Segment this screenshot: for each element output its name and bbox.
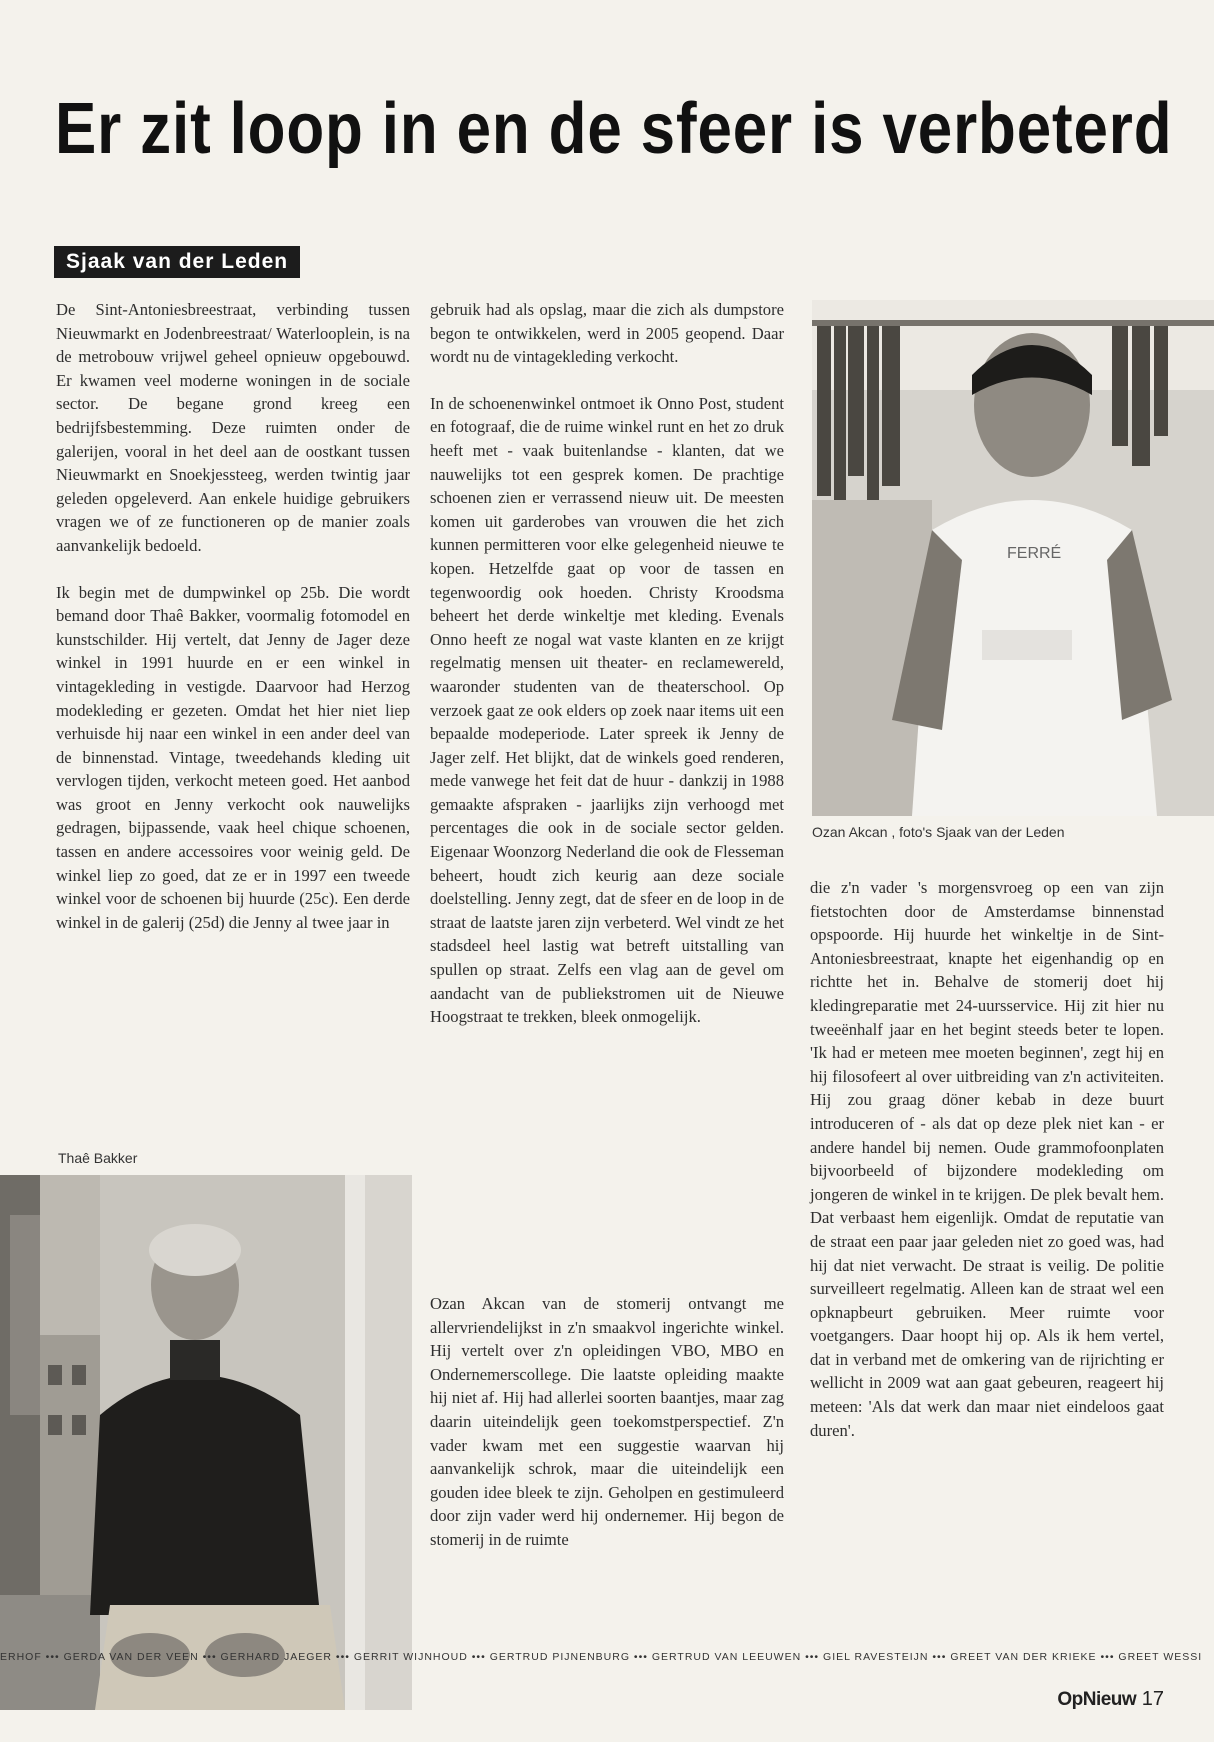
shirt-print-text: FERRÉ — [1007, 545, 1062, 562]
contributor-name-bar: ERHOF ••• GERDA VAN DER VEEN ••• GERHARD JAEGER ••• GERRIT WIJNHOUD ••• GERTRUD PIJNENBURG ••• GERTRUD VAN LEEUWEN ••• GIEL RAVESTEIJN ••• GREET VAN DER KRIEKE ••• GREET WESSI — [0, 1651, 1203, 1663]
paragraph: In de schoenenwinkel ontmoet ik Onno Post, student en fotograaf, die de ruime winkel runt en het zo druk heeft met - vaak buitenlandse - klanten, dat we nauwelijks tot een gesprek komen. De prachtige schoenen zien er verrassend nieuw uit. De meesten komen uit garderobes van vrouwen die het zich kunnen permitteren voor elke gelegenheid nieuwe te kopen. Hetzelfde gaat op voor de tassen en tegenwoordig ook hoeden. Christy Kroodsma beheert het derde winkeltje met kleding. Evenals Onno heeft ze nogal wat vaste klanten en ze krijgt regelmatig mensen uit theater- en reclamewereld, waaronder studenten van de theaterschool. Op verzoek gaat ze ook elders op zoek naar items uit een bepaalde modeperiode. Later spreek ik Jenny de Jager zelf. Het blijkt, dat de winkels goed renderen, mede vanwege het feit dat de huur - dankzij in 1988 gemaakte afspraken - jaarlijks zijn verhoogd met percentages die ook in de sociale sector gelden. Eigenaar Woonzorg Nederland die ook de Flesseman beheert, houdt zich keurig aan deze sociale doelstelling. Jenny zegt, dat de sfeer en de loop in de straat de laatste jaren zijn verbeterd. Wel vindt ze het stadsdeel heel lastig wat betreft uitstalling van spullen op straat. Zelfs een vlag aan de gevel om aandacht van de publiekstromen uit de Nieuwe Hoogstraat te trekken, bleek onmogelijk. — [430, 393, 784, 1027]
paragraph: die z'n vader 's morgensvroeg op een van zijn fietstochten door de Amsterdamse binnenstad opspoorde. Hij huurde het winkeltje in de Sint-Antoniesbreestraat, knapte het eigenhandig op en richtte het in. Behalve de stomerij doet hij kledingreparatie met 24-uursservice. Hij zit hier nu tweeënhalf jaar en het begint steeds beter te lopen. 'Ik had er meteen mee moeten beginnen', zegt hij en hij filosofeert al over uitbreiding van z'n activiteiten. Hij zou graag döner kebab in deze buurt introduceren of - als dat op deze plek niet kan - er andere handel bij nemen. Oude grammofoonplaten bijvoorbeeld of bijzondere modekleding om jongeren de winkel in te krijgen. De plek bevalt hem. Dat verbaast hem eigenlijk. Omdat de reputatie van de straat een paar jaar geleden niet zo goed was, had hij dat niet verwacht. De straat is veilig. De politie surveilleert regelmatig. Alleen kan de straat wel een opknapbeurt gebruiken. Meer ruimte voor voetgangers. Daar hoopt hij op. Als ik hem vertel, dat in verband met de omkering van de rijrichting er wellicht in 2009 wat aan gaat gebeuren, reageert hij meteen: 'Als dat werk dan maar niet eindeloos gaat duren'. — [810, 878, 1164, 1440]
page-footer — [1057, 1688, 1164, 1711]
paragraph: Ozan Akcan van de stomerij ontvangt me allervriendelijkst in z'n smaakvol ingerichte winkel. Hij vertelt over z'n opleidingen VBO, MBO en Ondernemerscollege. Die laatste opleiding maakte hij niet af. Hij had allerlei soorten baantjes, maar zag daarin uiteindelijk geen toekomstperspectief. Z'n vader kwam met een suggestie waarvan hij aanvankelijk schrok, maar die uiteindelijk een gouden idee bleek te zijn. Geholpen en gestimuleerd door zijn vader werd hij ondernemer. Hij begon de stomerij in de ruimte — [430, 1294, 784, 1549]
author-byline: Sjaak van der Leden — [54, 246, 300, 278]
article-column-2 — [430, 298, 784, 1052]
article-column-1 — [56, 298, 410, 957]
page-number: 17 — [1141, 1688, 1164, 1710]
article-column-3 — [810, 876, 1164, 1465]
photo-caption-ozan: Ozan Akcan , foto's Sjaak van der Leden — [812, 824, 1065, 840]
article-headline: Er zit loop in en de sfeer is verbeterd — [55, 89, 1173, 169]
photo-caption-thae: Thaê Bakker — [58, 1150, 138, 1166]
article-column-2-continued — [430, 1292, 784, 1575]
photo-ozan-akcan — [812, 300, 1214, 816]
photo-thae-bakker — [0, 1175, 412, 1710]
paragraph: gebruik had als opslag, maar die zich als dumpstore begon te ontwikkelen, werd in 2005 geopend. Daar wordt nu de vintagekleding verkocht. — [430, 300, 784, 367]
magazine-name: OpNieuw — [1057, 1689, 1137, 1710]
paragraph: Ik begin met de dumpwinkel op 25b. Die wordt bemand door Thaê Bakker, voormalig fotomodel en kunstschilder. Hij vertelt, dat Jenny de Jager deze winkel in 1991 huurde en er een winkel in vintagekleding in vestigde. Daarvoor had Herzog modekleding er gezeten. Omdat het hier niet liep verhuisde hij naar een winkel in een ander deel van de binnenstad. Vintage, tweedehands kleding uit vervlogen tijden, verkocht meteen goed. Het aanbod was groot en Jenny verkocht ook nauwelijks gedragen, bijpassende, vaak heel chique schoenen, tassen en andere accessoires voor weinig geld. De winkel liep zo goed, dat ze er in 1997 een tweede winkel voor de schoenen bij huurde (25c). Een derde winkel in de galerij (25d) die Jenny al twee jaar in — [56, 582, 410, 932]
paragraph: De Sint-Antoniesbreestraat, verbinding tussen Nieuwmarkt en Jodenbreestraat/ Waterlooplein, is na de metrobouw vrijwel geheel opnieuw opgebouwd. Er kwamen veel moderne woningen in de sociale sector. De begane grond kreeg een bedrijfsbestemming. Deze ruimten onder de galerijen, vooral in het deel aan de oostkant tussen Nieuwmarkt en Snoekjessteeg, werden twintig jaar geleden opgeleverd. Aan enkele huidige gebruikers vragen we of ze functioneren op de manier zoals aanvankelijk bedoeld. — [56, 300, 410, 555]
